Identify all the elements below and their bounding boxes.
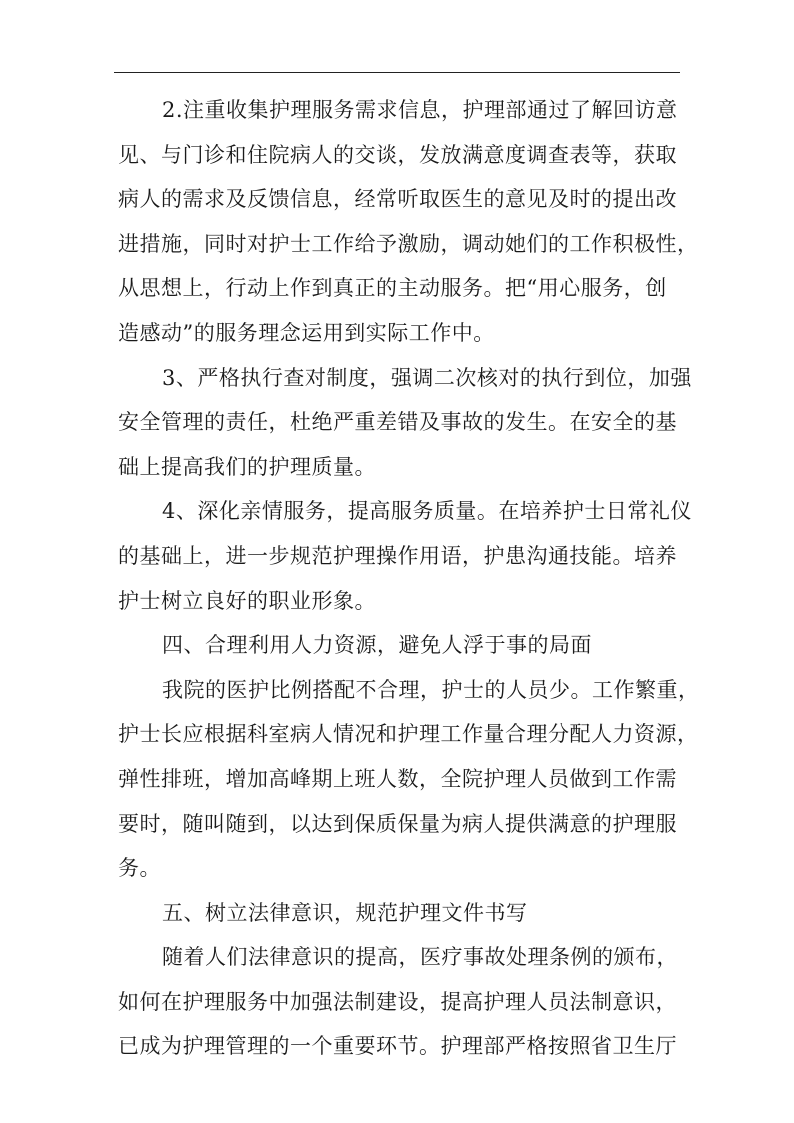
text-line: 要时，随叫随到，以达到保质保量为病人提供满意的护理服 [118, 811, 677, 836]
text-line: 护士树立良好的职业形象。 [118, 588, 376, 613]
text-line: 务。 [118, 856, 161, 881]
text-line: 护士长应根据科室病人情况和护理工作量合理分配人力资源， [118, 722, 699, 747]
text-line: 安全管理的责任，杜绝严重差错及事故的发生。在安全的基 [118, 410, 677, 435]
text-line: 4、深化亲情服务，提高服务质量。在培养护士日常礼仪 [162, 499, 692, 524]
header-rule [114, 72, 680, 73]
document-body [118, 88, 700, 1069]
text-line: 3、严格执行查对制度，强调二次核对的执行到位，加强 [162, 365, 692, 390]
text-line: 从思想上，行动上作到真正的主动服务。把“用心服务，创 [118, 276, 667, 301]
text-line: 见、与门诊和住院病人的交谈，发放满意度调查表等，获取 [118, 142, 677, 167]
text-line: 如何在护理服务中加强法制建设，提高护理人员法制意识， [118, 989, 677, 1014]
text-line: 的基础上，进一步规范护理操作用语，护患沟通技能。培养 [118, 543, 677, 568]
section-heading: 四、合理利用人力资源，避免人浮于事的局面 [162, 633, 592, 658]
section-heading: 五、树立法律意识，规范护理文件书写 [162, 900, 528, 925]
text-line: 础上提高我们的护理质量。 [118, 454, 376, 479]
text-line: 已成为护理管理的一个重要环节。护理部严格按照省卫生厅 [118, 1034, 677, 1059]
text-line: 进措施，同时对护士工作给予激励，调动她们的工作积极性， [118, 231, 699, 256]
text-line: 弹性排班，增加高峰期上班人数，全院护理人员做到工作需 [118, 766, 677, 791]
text-line: 我院的医护比例搭配不合理，护士的人员少。工作繁重， [162, 677, 700, 702]
text-line: 随着人们法律意识的提高，医疗事故处理条例的颁布， [162, 945, 678, 970]
text-line: 造感动”的服务理念运用到实际工作中。 [118, 320, 495, 345]
text-line: 病人的需求及反馈信息，经常听取医生的意见及时的提出改 [118, 187, 677, 212]
text-line: 2.注重收集护理服务需求信息，护理部通过了解回访意 [162, 98, 678, 122]
